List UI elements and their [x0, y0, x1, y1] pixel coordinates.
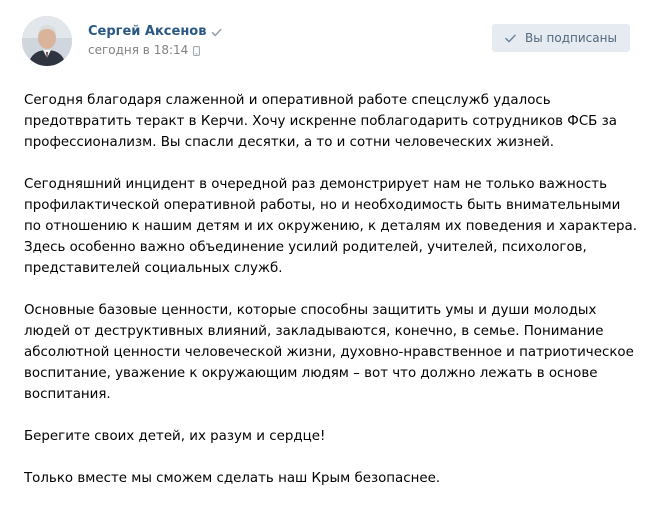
text-line: по отношению к нашим детям и их окружению, к деталям их поведения и характера. [24, 219, 637, 234]
text-line: Основные базовые ценности, которые способны защитить умы и души молодых [24, 303, 597, 318]
post-paragraph [24, 90, 639, 153]
subscribed-button-label: Вы подписаны [525, 31, 617, 45]
author-name-row [88, 24, 222, 40]
author-name-link[interactable]: Сергей Аксенов [88, 24, 207, 39]
text-line: Сегодняшний инцидент в очередной раз демонстрирует нам не только важность [24, 177, 607, 192]
text-line: профилактической оперативной работы, но и необходимость быть внимательными [24, 198, 621, 213]
author-avatar[interactable] [22, 16, 72, 66]
avatar-photo [22, 16, 72, 66]
text-line: абсолютной ценности человеческой жизни, духовно-нравственное и патриотическое [24, 345, 634, 360]
phone-icon [193, 46, 200, 56]
text-line: профессионализм. Вы спасли десятки, а то и сотни человеческих жизней. [24, 135, 555, 150]
verified-check-icon [211, 27, 222, 38]
post-paragraph [24, 174, 639, 279]
post-paragraph [24, 300, 639, 405]
text-line: Только вместе мы сможем сделать наш Крым безопаснее. [24, 471, 441, 486]
post-paragraph [24, 468, 639, 489]
subscribed-button[interactable] [492, 24, 630, 52]
text-line: Сегодня благодаря слаженной и оперативной работе спецслужб удалось [24, 93, 551, 108]
text-line: Здесь особенно важно объединение усилий родителей, учителей, психологов, [24, 240, 587, 255]
text-line: предотвратить теракт в Керчи. Хочу искренне поблагодарить сотрудников ФСБ за [24, 114, 617, 129]
post-paragraph [24, 426, 639, 447]
text-line: воспитание, уважение к окружающим людям – вот что должно лежать в основе [24, 366, 598, 381]
post-time-link[interactable]: сегодня в 18:14 [88, 43, 189, 57]
text-line: Берегите своих детей, их разум и сердце! [24, 429, 326, 444]
text-line: людей от деструктивных влияний, закладываются, конечно, в семье. Понимание [24, 324, 604, 339]
post-meta [88, 43, 200, 58]
check-icon [505, 34, 516, 43]
post-text [24, 90, 639, 489]
text-line: воспитания. [24, 387, 111, 402]
text-line: представителей социальных служб. [24, 261, 283, 276]
